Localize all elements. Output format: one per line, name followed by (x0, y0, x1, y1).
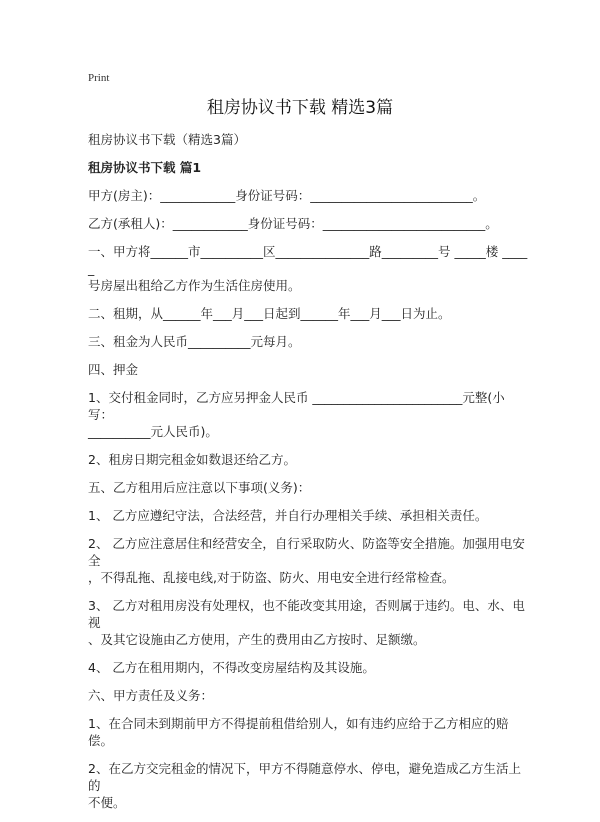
paragraph-rent: 三、租金为人民币__________元每月。 (88, 334, 301, 349)
paragraph-deposit-2: 2、租房日期完租金如数退还给乙方。 (88, 452, 296, 467)
paragraph-landlord-duty-1: 1、在合同未到期前甲方不得提前租借给别人，如有违约应给于乙方相应的赔偿。 (88, 716, 509, 748)
paragraph-tenant-duty-4: 4、 乙方在租用期内，不得改变房屋结构及其设施。 (88, 660, 375, 675)
document-subtitle: 租房协议书下载（精选3篇） (88, 132, 246, 147)
paragraph-tenant: 乙方(承租人)：____________身份证号码：__________________________。 (88, 216, 498, 231)
paragraph-property: 一、甲方将______市__________区_______________路_________号 _____楼 _____ 号房屋出租给乙方作为生活住房使用。 (88, 244, 528, 293)
document-body (88, 131, 528, 822)
paragraph-landlord: 甲方(房主)：____________身份证号码：__________________________。 (88, 188, 486, 203)
document-title: 租房协议书下载 精选3篇 (206, 98, 394, 118)
paragraph-deposit-heading: 四、押金 (88, 362, 139, 377)
paragraph-tenant-duties-heading: 五、乙方租用后应注意以下事项(义务)： (88, 480, 311, 495)
paragraph-term: 二、租期，从______年___月___日起到______年___月___日为止。 (88, 306, 451, 321)
print-link[interactable]: Print (88, 72, 110, 84)
paragraph-landlord-duties-heading: 六、甲方责任及义务： (88, 688, 214, 703)
paragraph-tenant-duty-2: 2、 乙方应注意居住和经营安全，自行采取防火、防盗等安全措施。加强用电安全 ，不得乱拖、乱接电线,对于防盗、防火、用电安全进行经常检查。 (88, 536, 525, 585)
section-heading: 租房协议书下载 篇1 (88, 160, 202, 175)
paragraph-deposit-1: 1、交付租金同时，乙方应另押金人民币 ________________________元整(小写： __________元人民币)。 (88, 390, 505, 439)
paragraph-landlord-duty-2: 2、在乙方交完租金的情况下，甲方不得随意停水、停电，避免造成乙方生活上的 不便。 (88, 761, 521, 810)
paragraph-tenant-duty-3: 3、 乙方对租用房没有处理权，也不能改变其用途，否则属于违约。电、水、电视 、及其它设施由乙方使用，产生的费用由乙方按时、足额缴。 (88, 598, 525, 647)
paragraph-tenant-duty-1: 1、 乙方应遵纪守法，合法经营，并自行办理相关手续、承担相关责任。 (88, 508, 488, 523)
